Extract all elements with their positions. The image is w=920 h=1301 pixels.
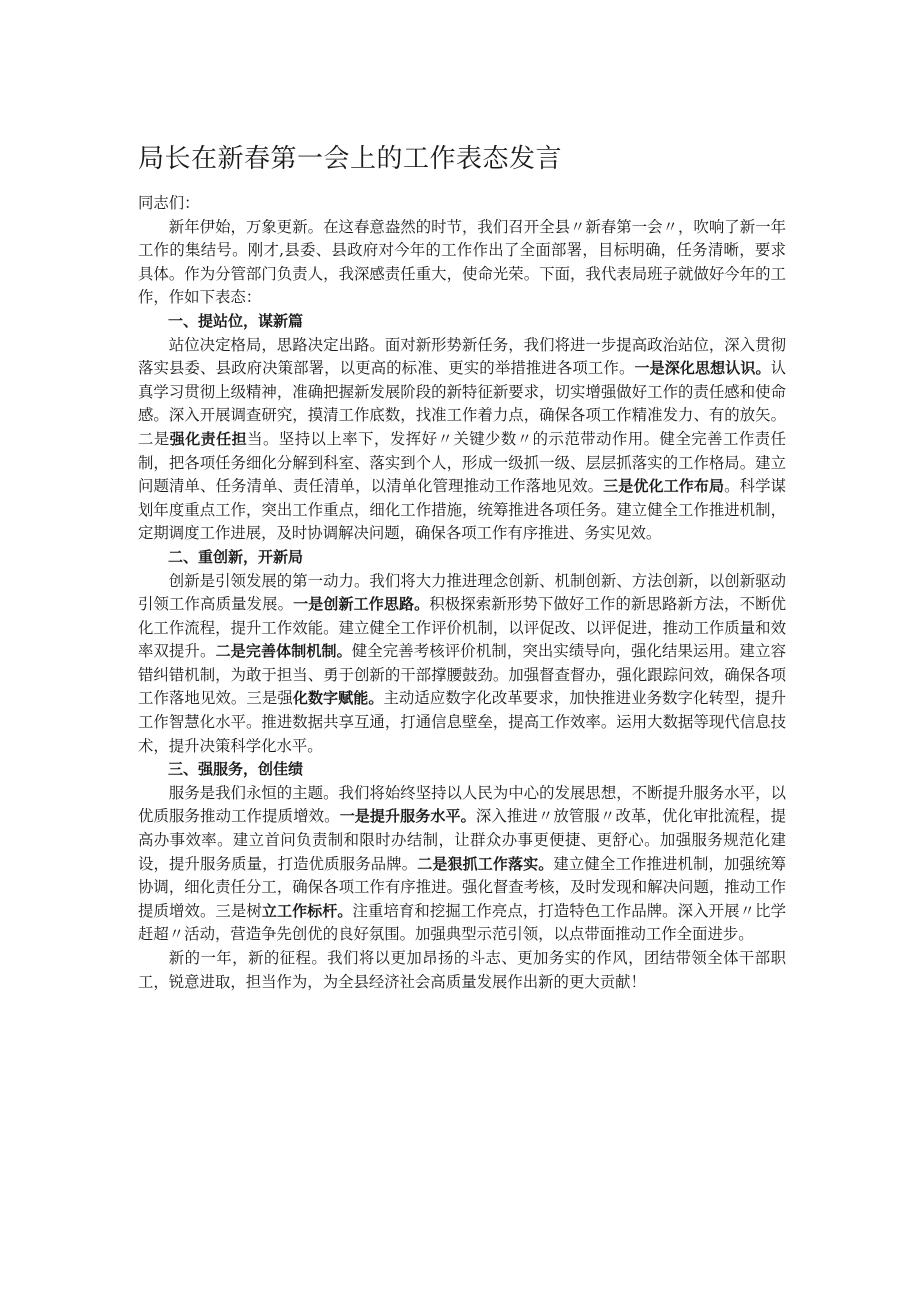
section-2-paragraph xyxy=(138,570,786,759)
section-3-text: 深入推进〃放管服〃改革，优化审批流程，提高办事效率。建立首问负责制和限时办结制，让群众办事更便捷、更舒心。加强服务规范化建设，提升服务质量，打造优质服务品牌。 xyxy=(138,807,786,873)
section-1-point-3: 三是优化工作布局 xyxy=(603,477,725,496)
section-3-heading: 三、强服务，创佳绩 xyxy=(168,760,304,779)
section-2-point-3: 化数字赋能。 xyxy=(292,689,384,708)
section-1-paragraph xyxy=(138,334,786,546)
section-1-point-2: 强化责任担 xyxy=(169,429,248,448)
section-3-point-3: 立工作标杆。 xyxy=(261,901,353,920)
closing-paragraph: 新的一年，新的征程。我们将以更加昂扬的斗志、更加务实的作风，团结带领全体干部职工，锐意进取，担当作为，为全县经济社会高质量发展作出新的更大贡献！ xyxy=(138,949,786,991)
section-2-text: 健全完善考核评价机制，突出实绩导向，强化结果运用。建立容错纠错机制，为敢于担当、勇于创新的干部撑腰鼓劲。加强督查督办，强化跟踪问效，确保各项工作落地见效。三是强 xyxy=(138,642,786,708)
section-2-point-1: 一是创新工作思路。 xyxy=(293,595,430,614)
section-1-text: 。科学谋划年度重点工作，突出工作重点，细化工作措施，统筹推进各项任务。建立健全工作推进机制，定期调度工作进展，及时协调解决问题，确保各项工作有序推进、务实见效。 xyxy=(138,477,786,543)
section-2-text: 积极探索新形势下做好工作的新思路新方法，不断优化工作流程，提升工作效能。建立健全工作评价机制，以评促改、以评促进，推动工作质量和效率双提升。 xyxy=(138,595,786,661)
section-3-paragraph xyxy=(138,782,786,947)
section-2-heading: 二、重创新，开新局 xyxy=(168,547,304,566)
document-body xyxy=(138,140,786,994)
section-3-point-1: 一是提升服务水平。 xyxy=(339,807,476,826)
section-3-text: 建立健全工作推进机制，加强统筹协调，细化责任分工，确保各项工作有序推进。强化督查考核，及时发现和解决问题，推动工作提质增效。三是树 xyxy=(138,854,786,920)
section-1-heading: 一、提站位，谋新篇 xyxy=(168,311,304,330)
section-1-text: 认真学习贯彻上级精神，准确把握新发展阶段的新特征新要求，切实增强做好工作的责任感和使命感。深入开展调查研究，摸清工作底数，找准工作着力点，确保各项工作精准发力、有的放矢。二是 xyxy=(138,359,786,448)
section-3-text: 服务是我们永恒的主题。我们将始终坚持以人民为中心的发展思想，不断提升服务水平，以优质服务推动工作提质增效。 xyxy=(138,783,786,826)
section-1-text: 站位决定格局，思路决定出路。面对新形势新任务，我们将进一步提高政治站位，深入贯彻落实县委、县政府决策部署，以更高的标准、更实的举措推进各项工作。 xyxy=(138,335,786,378)
section-2-text: 创新是引领发展的第一动力。我们将大力推进理念创新、机制创新、方法创新，以创新驱动引领工作高质量发展。 xyxy=(138,571,786,614)
section-1-point-1: 一是深化思想认识。 xyxy=(634,359,771,378)
section-1-text: 当。坚持以上率下，发挥好〃关键少数〃的示范带动作用。健全完善工作责任制，把各项任务细化分解到科室、落实到个人，形成一级抓一级、层层抓落实的工作格局。建立问题清单、任务清单、责任清单，以清单化管理推动工作落地见效。 xyxy=(138,429,786,496)
section-2-point-2: 二是完善体制机制。 xyxy=(215,642,352,661)
section-3-text: 注重培育和挖掘工作亮点，打造特色工作品牌。深入开展〃比学赶超〃活动，营造争先创优的良好氛围。加强典型示范引领，以点带面推动工作全面进步。 xyxy=(138,901,786,944)
salutation: 同志们： xyxy=(138,194,200,212)
document-title: 局长在新春第一会上的工作表态发言 xyxy=(138,144,563,174)
section-2-text: 主动适应数字化改革要求，加快推进业务数字化转型，提升工作智慧化水平。推进数据共享互通，打通信息壁垒，提高工作效率。运用大数据等现代信息技术，提升决策科学化水平。 xyxy=(138,689,786,755)
section-3-point-2: 二是狠抓工作落实。 xyxy=(417,854,554,873)
intro-paragraph: 新年伊始，万象更新。在这春意盎然的时节，我们召开全县〃新春第一会〃，吹响了新一年工作的集结号。刚才,县委、县政府对今年的工作作出了全面部署，目标明确，任务清晰，要求具体。作为分管部门负责人，我深感责任重大，使命光荣。下面，我代表局班子就做好今年的工作，作如下表态： xyxy=(138,217,786,307)
